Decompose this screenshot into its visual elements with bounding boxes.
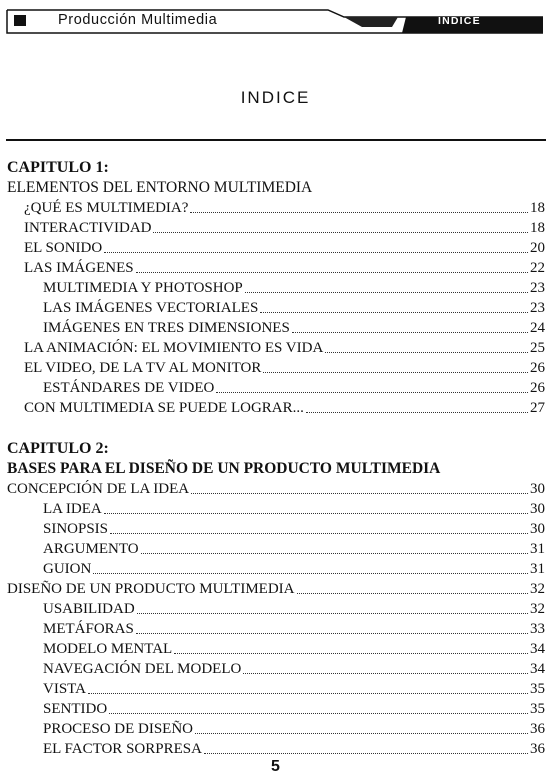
toc-entry-page: 32 — [530, 601, 545, 617]
toc-entry-page: 31 — [530, 541, 545, 557]
dot-leader — [245, 292, 528, 293]
toc-entry[interactable] — [43, 499, 545, 519]
dot-leader — [243, 673, 528, 674]
toc-entry-label: ARGUMENTO — [43, 541, 139, 557]
toc-entry-page: 18 — [530, 220, 545, 236]
toc-entry[interactable] — [24, 218, 545, 238]
toc-entry-label: DISEÑO DE UN PRODUCTO MULTIMEDIA — [7, 581, 295, 597]
toc-entry-label: ESTÁNDARES DE VIDEO — [43, 380, 215, 396]
toc-entry[interactable] — [43, 679, 545, 699]
header-title: Producción Multimedia — [58, 12, 218, 28]
toc-entry-page: 23 — [530, 280, 545, 296]
toc-entry-label: EL VIDEO, DE LA TV AL MONITOR — [24, 360, 262, 376]
dot-leader — [204, 753, 528, 754]
toc-entry-label: CONCEPCIÓN DE LA IDEA — [7, 481, 190, 497]
toc-entry-page: 35 — [530, 681, 545, 697]
page-number: 5 — [271, 758, 280, 775]
running-header — [6, 9, 543, 35]
toc-entry-label: IMÁGENES EN TRES DIMENSIONES — [43, 320, 290, 336]
dot-leader — [174, 653, 528, 654]
chapter-title: CAPITULO 2: — [7, 440, 109, 457]
toc-entry-page: 30 — [530, 501, 545, 517]
toc-entry[interactable] — [43, 659, 545, 679]
toc-entry-label: PROCESO DE DISEÑO — [43, 721, 194, 737]
chapter-subtitle: ELEMENTOS DEL ENTORNO MULTIMEDIA — [7, 179, 313, 196]
toc-entry[interactable] — [43, 378, 545, 398]
toc-entry[interactable] — [43, 318, 545, 338]
toc-entry-label: EL SONIDO — [24, 240, 103, 256]
dot-leader — [136, 272, 528, 273]
toc-entry-label: EL FACTOR SORPRESA — [43, 741, 202, 757]
dot-leader — [263, 372, 528, 373]
toc-entry[interactable] — [43, 719, 545, 739]
toc-entry[interactable] — [24, 338, 545, 358]
toc-entry-page: 30 — [530, 521, 545, 537]
toc-entry-label: GUION — [43, 561, 92, 577]
dot-leader — [195, 733, 528, 734]
dot-leader — [292, 332, 528, 333]
toc-entry-page: 35 — [530, 701, 545, 717]
toc-entry-page: 36 — [530, 741, 545, 757]
toc-entry-label: INTERACTIVIDAD — [24, 220, 152, 236]
dot-leader — [104, 513, 528, 514]
toc-entry-label: METÁFORAS — [43, 621, 134, 637]
dot-leader — [104, 252, 528, 253]
toc-entry[interactable] — [7, 479, 545, 499]
toc-entry[interactable] — [24, 398, 545, 418]
dot-leader — [191, 493, 528, 494]
toc-entry-label: VISTA — [43, 681, 86, 697]
toc-entry[interactable] — [43, 639, 545, 659]
chapter-title: CAPITULO 1: — [7, 159, 109, 176]
header-section-label: INDICE — [438, 15, 481, 27]
toc-entry-label: CON MULTIMEDIA SE PUEDE LOGRAR... — [24, 400, 304, 416]
dot-leader — [190, 212, 528, 213]
dot-leader — [136, 633, 528, 634]
toc-entry-page: 20 — [530, 240, 545, 256]
toc-entry[interactable] — [43, 278, 545, 298]
toc-entry-page: 32 — [530, 581, 545, 597]
dot-leader — [306, 412, 528, 413]
chapter-subtitle: BASES PARA EL DISEÑO DE UN PRODUCTO MULTIMEDIA — [7, 460, 441, 477]
dot-leader — [297, 593, 528, 594]
header-bullet-icon — [14, 15, 26, 26]
toc-entry-page: 36 — [530, 721, 545, 737]
toc-entry-label: LA ANIMACIÓN: EL MOVIMIENTO ES VIDA — [24, 340, 324, 356]
toc-entry-label: LA IDEA — [43, 501, 102, 517]
dot-leader — [216, 392, 528, 393]
toc-entry[interactable] — [24, 358, 545, 378]
toc-entry-label: NAVEGACIÓN DEL MODELO — [43, 661, 242, 677]
toc-entry[interactable] — [43, 539, 545, 559]
toc-entry[interactable] — [24, 238, 545, 258]
toc-entry[interactable] — [43, 519, 545, 539]
toc-entry[interactable] — [7, 579, 545, 599]
toc-entry-page: 25 — [530, 340, 545, 356]
toc-entry-page: 24 — [530, 320, 545, 336]
dot-leader — [109, 713, 528, 714]
toc-entry[interactable] — [43, 599, 545, 619]
toc-entry-page: 22 — [530, 260, 545, 276]
toc-entry[interactable] — [43, 699, 545, 719]
dot-leader — [93, 573, 528, 574]
toc-entry-page: 26 — [530, 360, 545, 376]
toc-entry[interactable] — [43, 739, 545, 759]
toc-entry[interactable] — [43, 619, 545, 639]
toc-entry-page: 31 — [530, 561, 545, 577]
toc-entry-label: LAS IMÁGENES — [24, 260, 134, 276]
toc-entry-label: MODELO MENTAL — [43, 641, 173, 657]
title-divider — [6, 139, 546, 141]
toc-entry-page: 18 — [530, 200, 545, 216]
dot-leader — [260, 312, 528, 313]
toc-entry[interactable] — [43, 298, 545, 318]
toc-entry-page: 27 — [530, 400, 545, 416]
toc-entry[interactable] — [24, 198, 545, 218]
toc-entry-page: 34 — [530, 661, 545, 677]
page-title: INDICE — [240, 88, 311, 107]
dot-leader — [88, 693, 528, 694]
toc-entry-page: 33 — [530, 621, 545, 637]
toc-entry-label: USABILIDAD — [43, 601, 135, 617]
dot-leader — [153, 232, 528, 233]
toc-entry-page: 26 — [530, 380, 545, 396]
toc-entry-label: MULTIMEDIA Y PHOTOSHOP — [43, 280, 243, 296]
toc-entry[interactable] — [24, 258, 545, 278]
toc-entry-label: LAS IMÁGENES VECTORIALES — [43, 300, 259, 316]
dot-leader — [325, 352, 528, 353]
toc-entry-page: 34 — [530, 641, 545, 657]
toc-entry-page: 23 — [530, 300, 545, 316]
toc-entry-label: ¿QUÉ ES MULTIMEDIA? — [24, 200, 189, 216]
toc-entry-page: 30 — [530, 481, 545, 497]
toc-entry[interactable] — [43, 559, 545, 579]
dot-leader — [110, 533, 528, 534]
toc-entry-label: SENTIDO — [43, 701, 108, 717]
dot-leader — [141, 553, 528, 554]
dot-leader — [137, 613, 528, 614]
toc-entry-label: SINOPSIS — [43, 521, 109, 537]
